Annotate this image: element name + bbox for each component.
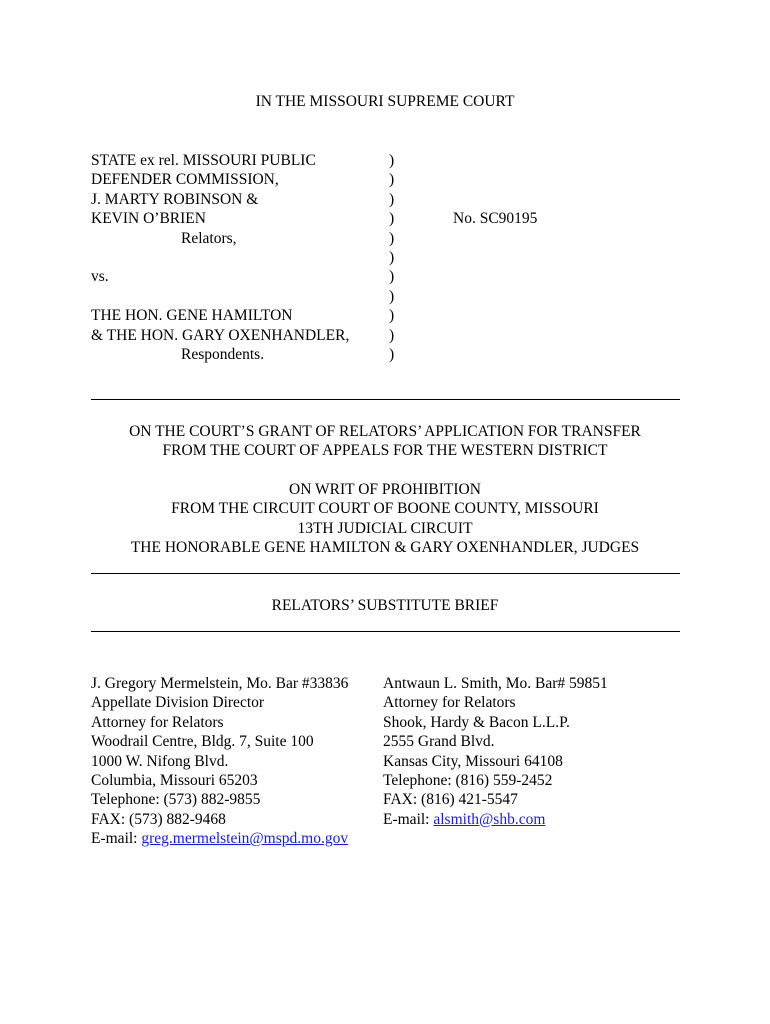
email-label: E-mail: [383,810,434,828]
relator-line: J. MARTY ROBINSON & [91,190,259,208]
brief-title: RELATORS’ SUBSTITUTE BRIEF [271,597,499,614]
counsel-line: J. Gregory Mermelstein, Mo. Bar #33836 [91,675,349,692]
paren: ) [389,152,395,169]
counsel-line: Shook, Hardy & Bacon L.L.P. [383,713,570,731]
paren: ) [389,287,395,305]
counsel-block-right [383,674,608,829]
counsel-line: FAX: (573) 882-9468 [91,810,226,828]
caption-spacer [91,287,391,306]
writ-heading [0,480,770,558]
divider [91,399,680,400]
versus-label: vs. [91,268,109,286]
paren: ) [389,307,395,325]
court-title: IN THE MISSOURI SUPREME COURT [255,93,515,110]
divider [91,573,680,574]
relator-line: KEVIN O’BRIEN [91,210,206,228]
case-number: No. SC90195 [453,210,538,227]
paren: ) [389,171,395,189]
counsel-line: Columbia, Missouri 65203 [91,771,258,789]
counsel-line: 1000 W. Nifong Blvd. [91,752,229,770]
writ-line: 13TH JUDICIAL CIRCUIT [297,519,473,537]
case-caption-parties [91,151,391,364]
caption-spacer [91,248,391,267]
email-label: E-mail: [91,830,142,848]
paren: ) [389,210,395,228]
divider [91,631,680,632]
counsel-line: Attorney for Relators [383,694,516,712]
counsel-block-left [91,674,348,849]
counsel-line: 2555 Grand Blvd. [383,733,495,751]
counsel-line: Attorney for Relators [91,713,224,731]
transfer-line: FROM THE COURT OF APPEALS FOR THE WESTERN DISTRICT [162,442,608,460]
respondent-line: THE HON. GENE HAMILTON [91,307,293,325]
caption-parentheses [389,151,401,364]
paren: ) [389,229,395,247]
counsel-line: Telephone: (816) 559-2452 [383,771,553,789]
counsel-line: Kansas City, Missouri 64108 [383,752,563,770]
paren: ) [389,345,395,363]
writ-line: ON WRIT OF PROHIBITION [289,481,481,498]
writ-line: THE HONORABLE GENE HAMILTON & GARY OXENHANDLER, JUDGES [130,539,640,557]
paren: ) [389,248,395,266]
email-link[interactable]: greg.mermelstein@mspd.mo.gov [141,830,349,848]
respondents-label: Respondents. [181,345,265,363]
transfer-heading [0,422,770,461]
paren: ) [389,268,395,286]
writ-line: FROM THE CIRCUIT COURT OF BOONE COUNTY, MISSOURI [171,500,599,518]
relator-line: STATE ex rel. MISSOURI PUBLIC [91,152,316,169]
counsel-line: Antwaun L. Smith, Mo. Bar# 59851 [383,675,608,692]
respondent-line: & THE HON. GARY OXENHANDLER, [91,326,350,344]
paren: ) [389,326,395,344]
email-line [383,810,608,829]
email-link[interactable]: alsmith@shb.com [433,810,546,828]
transfer-line: ON THE COURT’S GRANT OF RELATORS’ APPLICATION FOR TRANSFER [129,423,641,440]
counsel-line: FAX: (816) 421-5547 [383,791,518,809]
counsel-line: Appellate Division Director [91,694,265,712]
paren: ) [389,190,395,208]
email-line [91,829,348,848]
counsel-line: Telephone: (573) 882-9855 [91,791,261,809]
relator-line: DEFENDER COMMISSION, [91,171,279,189]
counsel-line: Woodrail Centre, Bldg. 7, Suite 100 [91,733,314,751]
relators-label: Relators, [181,229,237,247]
